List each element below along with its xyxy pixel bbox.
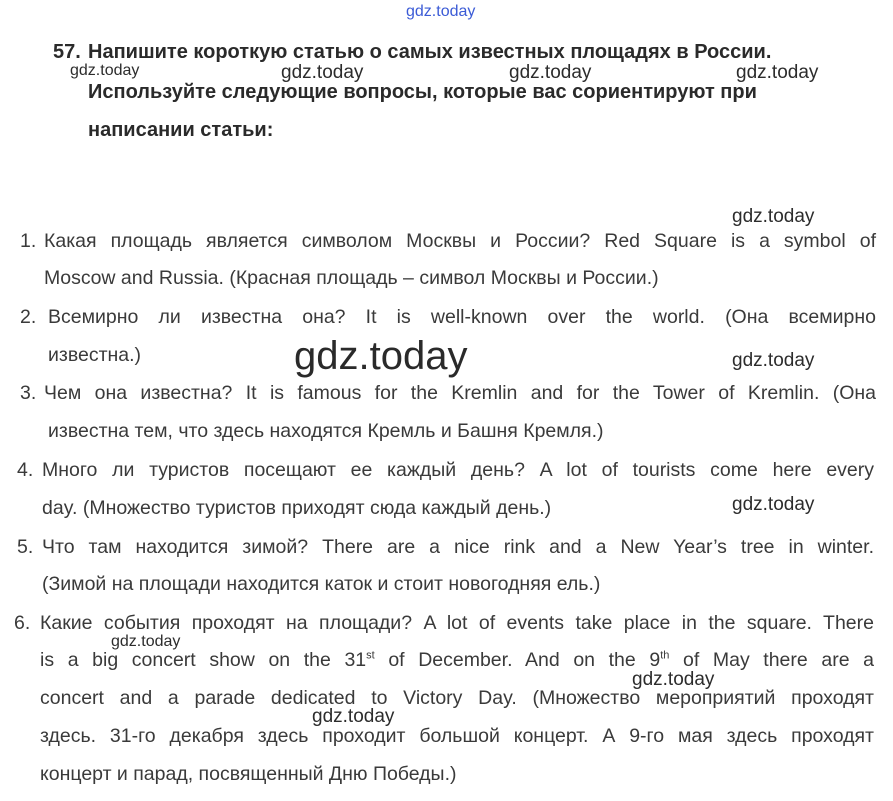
- watermark: gdz.today: [632, 669, 715, 690]
- item-number: 6.: [14, 612, 31, 634]
- item-line: Moscow and Russia. (Красная площадь – символ Москвы и России.): [44, 267, 659, 289]
- watermark-top: gdz.today: [406, 3, 476, 20]
- watermark: gdz.today: [111, 633, 181, 650]
- item-line: Много ли туристов посещают ее каждый день? A lot of tourists come here every: [42, 459, 874, 481]
- exercise-number: 57.: [53, 41, 81, 63]
- item-number: 1.: [20, 230, 37, 252]
- watermark: gdz.today: [732, 206, 815, 227]
- watermark: gdz.today: [509, 62, 592, 83]
- superscript: th: [660, 649, 670, 662]
- item-number: 5.: [17, 536, 34, 558]
- watermark: gdz.today: [736, 62, 819, 83]
- item-line: (Зимой на площади находится каток и стоит новогодняя ель.): [42, 573, 601, 595]
- item-line: здесь. 31-го декабря здесь проходит большой концерт. А 9-го мая здесь проходят: [40, 725, 874, 747]
- item-number: 2.: [20, 306, 37, 328]
- item-line: Какая площадь является символом Москвы и России? Red Square is a symbol of: [44, 230, 876, 252]
- item-line: concert and a parade dedicated to Victory Day. (Множество мероприятий проходят: [40, 687, 874, 709]
- item-number: 3.: [20, 382, 37, 404]
- heading-line-1: Напишите короткую статью о самых известных площадях в России.: [88, 41, 772, 63]
- superscript: st: [366, 649, 375, 662]
- item-line: Всемирно ли известна она? It is well-known over the world. (Она всемирно: [48, 306, 876, 328]
- item-line: известна.): [48, 344, 142, 366]
- heading-line-2: Используйте следующие вопросы, которые вас сориентируют при: [88, 81, 757, 103]
- item-line: концерт и парад, посвященный Дню Победы.): [40, 763, 457, 785]
- watermark: gdz.today: [732, 350, 815, 371]
- watermark-big: gdz.today: [294, 334, 468, 378]
- item-line: Чем она известна? It is famous for the Kremlin and for the Tower of Kremlin. (Она: [44, 382, 876, 404]
- item-line: Что там находится зимой? There are a nice rink and a New Year’s tree in winter.: [42, 536, 874, 558]
- item-line: Какие события проходят на площади? A lot of events take place in the square. There: [40, 612, 874, 634]
- item-line: day. (Множество туристов приходят сюда каждый день.): [42, 497, 552, 519]
- item-number: 4.: [17, 459, 34, 481]
- watermark: gdz.today: [70, 62, 140, 79]
- watermark: gdz.today: [732, 494, 815, 515]
- watermark: gdz.today: [312, 706, 395, 727]
- item-line: известна тем, что здесь находятся Кремль и Башня Кремля.): [48, 420, 604, 442]
- watermark: gdz.today: [281, 62, 364, 83]
- item-line: is a big concert show on the 31st of December. And on the 9th of May there are a: [40, 649, 874, 671]
- heading-line-3: написании статьи:: [88, 119, 274, 141]
